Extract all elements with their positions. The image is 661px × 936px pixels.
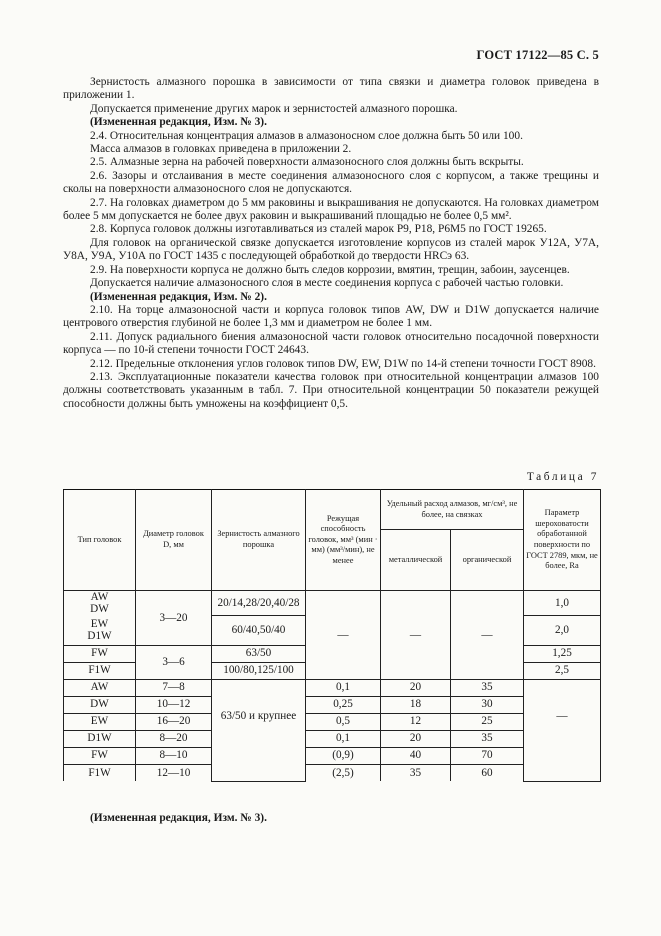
grain-cell: 60/40,50/40: [212, 615, 306, 645]
paragraph: 2.4. Относительная концентрация алмазов в алмазоносном слое должна быть 50 или 100.: [90, 129, 523, 142]
metal-cell: 35: [381, 764, 451, 781]
paragraph: Для головок на органической связке допускается изготовление корпусов из сталей марок У12А, У7А, У8А, У9А, У10А по ГОСТ 1435 с последующей обработкой до твердости HRCэ 63.: [63, 236, 599, 263]
grain-cell: 63/50: [212, 645, 306, 662]
diameter-cell: 12—10: [136, 764, 212, 781]
grain-cell: 63/50 и крупнее: [212, 679, 306, 781]
th-cutting: Режущая способность головок, мм³ (мин · мм) (мм³/мин), не менее: [306, 490, 381, 591]
metal-cell: 40: [381, 747, 451, 764]
roughness-cell: —: [524, 679, 601, 781]
th-organic: органической: [451, 530, 524, 591]
diameter-cell: 16—20: [136, 713, 212, 730]
type-cell: EW: [64, 713, 136, 730]
page-header: ГОСТ 17122—85 С. 5: [476, 48, 599, 62]
th-type: Тип головок: [64, 490, 136, 591]
diameter-cell: 3—6: [136, 645, 212, 679]
cutting-cell: (0,9): [306, 747, 381, 764]
metal-dash: —: [381, 591, 451, 680]
diameter-cell: 7—8: [136, 679, 212, 696]
organic-cell: 30: [451, 696, 524, 713]
diameter-cell: 8—10: [136, 747, 212, 764]
paragraph: Масса алмазов в головках приведена в приложении 2.: [90, 143, 352, 156]
type-cell: FW: [64, 747, 136, 764]
organic-cell: 60: [451, 764, 524, 781]
body-text: [63, 76, 599, 411]
type-cell: AW: [64, 679, 136, 696]
organic-cell: 35: [451, 679, 524, 696]
type-cell: F1W: [64, 764, 136, 781]
roughness-cell: 2,0: [524, 615, 601, 645]
cutting-cell: 0,5: [306, 713, 381, 730]
th-roughness: Параметр шероховатости обработанной поверхности по ГОСТ 2789, мкм, не более, Ra: [524, 490, 601, 591]
organic-cell: 25: [451, 713, 524, 730]
grain-cell: 100/80,125/100: [212, 662, 306, 679]
metal-cell: 12: [381, 713, 451, 730]
th-consumption: Удельный расход алмазов, мг/см³, не более, на связках: [381, 490, 524, 530]
paragraph: 2.9. На поверхности корпуса не должно быть следов коррозии, вмятин, трещин, забоин, заусенцев.: [90, 263, 570, 276]
paragraph: 2.8. Корпуса головок должны изготавливаться из сталей марок Р9, Р18, Р6М5 по ГОСТ 19265.: [90, 223, 547, 236]
organic-cell: 70: [451, 747, 524, 764]
amendment-note: (Измененная редакция, Изм. № 2).: [90, 290, 267, 303]
type-cell: EW D1W: [64, 615, 136, 645]
organic-dash: —: [451, 591, 524, 680]
roughness-cell: 2,5: [524, 662, 601, 679]
paragraph: 2.12. Предельные отклонения углов головок типов DW, EW, D1W по 14-й степени точности ГОСТ 8908.: [90, 357, 596, 370]
grain-cell: 20/14,28/20,40/28: [212, 591, 306, 616]
cutting-dash: —: [306, 591, 381, 680]
type-cell: D1W: [64, 730, 136, 747]
roughness-cell: 1,25: [524, 645, 601, 662]
organic-cell: 35: [451, 730, 524, 747]
th-metal: металлической: [381, 530, 451, 591]
paragraph: 2.10. На торце алмазоносной части и корпуса головок типов AW, DW и D1W допускается наличие центрового отверстия глубиной не более 1,3 мм и диаметром не более 1 мм.: [63, 303, 599, 330]
paragraph: 2.5. Алмазные зерна на рабочей поверхности алмазоносного слоя должны быть вскрыты.: [90, 156, 524, 169]
paragraph: Допускается наличие алмазоносного слоя в месте соединения корпуса с рабочей частью головки.: [90, 277, 564, 290]
diameter-cell: 10—12: [136, 696, 212, 713]
cutting-cell: 0,1: [306, 679, 381, 696]
paragraph: Допускается применение других марок и зернистостей алмазного порошка.: [90, 102, 458, 115]
paragraph: 2.7. На головках диаметром до 5 мм раковины и выкрашивания не допускаются. На головках диаметром более 5 мм допускается не более двух раковин и выкрашиваний площадью не более 0,5 мм².: [63, 196, 599, 223]
metal-cell: 20: [381, 730, 451, 747]
paragraph: 2.6. Зазоры и отслаивания в месте соединения алмазоносного слоя с корпусом, а также трещины и сколы на поверхности алмазоносного слоя не допускаются.: [63, 169, 599, 196]
table-caption: Таблица 7: [526, 471, 599, 483]
th-grain: Зернистость алмазного порошка: [212, 490, 306, 591]
type-cell: DW: [64, 696, 136, 713]
table-7: [63, 489, 601, 782]
diameter-cell: 3—20: [136, 591, 212, 646]
type-cell: F1W: [64, 662, 136, 679]
metal-cell: 18: [381, 696, 451, 713]
amendment-note: (Измененная редакция, Изм. № 3).: [90, 116, 267, 129]
type-cell: AW DW: [64, 591, 136, 616]
amendment-note: (Измененная редакция, Изм. № 3).: [90, 812, 267, 824]
paragraph: 2.13. Эксплуатационные показатели качества головок при относительной концентрации алмазов 100 должны соответствовать указанным в табл. 7. При относительной концентрации 50 показатели режущей способности должны быть умножены на коэффициент 0,5.: [63, 370, 599, 410]
cutting-cell: 0,25: [306, 696, 381, 713]
cutting-cell: 0,1: [306, 730, 381, 747]
paragraph: Зернистость алмазного порошка в зависимости от типа связки и диаметра головок приведена в приложении 1.: [63, 76, 599, 102]
roughness-cell: 1,0: [524, 591, 601, 616]
metal-cell: 20: [381, 679, 451, 696]
type-cell: FW: [64, 645, 136, 662]
cutting-cell: (2,5): [306, 764, 381, 781]
paragraph: 2.11. Допуск радиального биения алмазоносной части головок относительно посадочной поверхности корпуса — по 10-й степени точности ГОСТ 24643.: [63, 330, 599, 357]
th-diameter: Диаметр головок D, мм: [136, 490, 212, 591]
diameter-cell: 8—20: [136, 730, 212, 747]
